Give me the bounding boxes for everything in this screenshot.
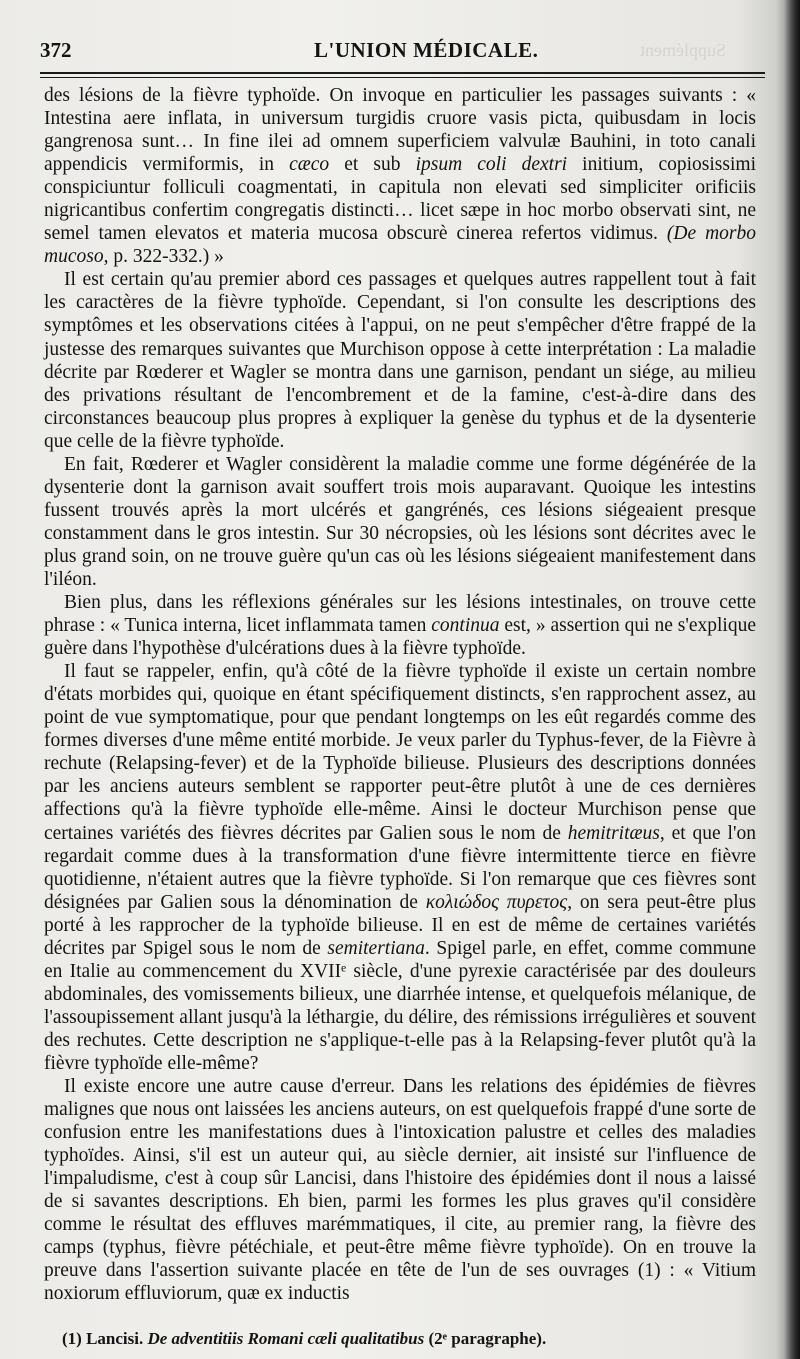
text-segment: est, » assertion qui ne s'explique guère dans l'hypothèse d'ulcérations dues à la fièvre typhoïde. bbox=[44, 615, 756, 660]
footnote-title: De adventitiis Romani cæli qualitatibus bbox=[147, 1329, 425, 1348]
paragraph bbox=[44, 660, 756, 1075]
italic-segment: (De morbo mucoso bbox=[44, 223, 756, 268]
italic-segment: κολιώδος πυρετος bbox=[425, 891, 568, 913]
italic-segment: continua bbox=[431, 615, 500, 637]
paragraph bbox=[44, 84, 756, 268]
paragraph bbox=[44, 1075, 756, 1305]
body-text bbox=[44, 84, 756, 1305]
page-header bbox=[40, 34, 765, 68]
text-segment: Bien plus, dans les réflexions générales sur les lésions intestinales, on trouve cette phrase : « Tunica interna, licet inflammata tamen bbox=[44, 592, 756, 637]
running-title: L'UNION MÉDICALE. bbox=[314, 38, 539, 62]
footnote-mark: (1) bbox=[62, 1329, 82, 1348]
text-segment: Il existe encore une autre cause d'erreur. Dans les relations des épidémies de fièvres malignes que nous ont laissées les anciens auteurs, on est quelquefois frappé d'une sorte de confusion entre les manifestations dues à l'intoxication palustre et celles des maladies typhoïdes. Ainsi, s'il est un auteur qui, au siècle dernier, ait insisté sur l'influence de l'impaludisme, c'est à coup sûr Lancisi, dans l'histoire des épidémies dont il nous a laissé de si savantes descriptions. Eh bien, parmi les formes les plus graves qu'il considère comme le résultat des effluves marémmatiques, il cite, au premier rang, la fièvre des camps (typhus, fièvre pétéchiale, et peut-être même fièvre typhoïde). On en trouve la preuve dans l'assertion suivante placée en tête de l'un de ses ouvrages (1) : « Vitium noxiorum effluviorum, quæ ex inductis bbox=[44, 1076, 756, 1305]
footnote bbox=[62, 1328, 752, 1350]
text-segment: initium, copiosissimi conspiciuntur folliculi coagmentati, in capitula non elevati sed simpliciter orificiis nigricantibus confertim congregatis distincti… licet sæpe in hoc morbo observati sint, ne semel tamen elevatos et materia mucosa obscurè cinerea refertos vidimus. bbox=[44, 154, 756, 245]
italic-segment: hemitritæus bbox=[567, 822, 660, 844]
header-rule-thick bbox=[40, 72, 765, 74]
text-segment: des lésions de la fièvre typhoïde. On invoque en particulier les passages suivants : « Intestina aere inflata, in universum turgidis cruore vasis picta, quibusdam in locis gangrenosa sunt… In fine ilei ad omnem superficiem valvulæ Bauhini, in toto canali appendicis vermiformis, in bbox=[44, 85, 756, 176]
footnote-suffix: (2ᵉ paragraphe). bbox=[428, 1329, 547, 1348]
paragraph bbox=[44, 453, 756, 591]
text-segment: . Spigel parle, en effet, comme commune en Italie au commencement du XVIIᵉ siècle, d'une pyrexie caractérisée par des douleurs abdominales, des vomissements bilieux, une diarrhée intense, et quelquefois mélanique, de l'assoupissement allant jusqu'à la léthargie, du délire, des rémissions irrégulières et souvent des rechutes. Cette description ne s'applique-t-elle pas à la Relapsing-fever plutôt qu'à la fièvre typhoïde elle-même? bbox=[44, 937, 756, 1074]
page-gutter-shadow bbox=[784, 0, 800, 1359]
text-segment: Il faut se rappeler, enfin, qu'à côté de la fièvre typhoïde il existe un certain nombre d'états morbides qui, quoique en étant spécifiquement distincts, s'en rapprochent assez, au point de vue symptomatique, pour que pendant longtemps on les eût regardés comme des formes diverses d'une même entité morbide. Je veux parler du Typhus-fever, de la Fièvre à rechute (Relapsing-fever) et de la Typhoïde bilieuse. Plusieurs des descriptions données par les anciens auteurs semblent se rapporter peut-être plutôt à une de ces dernières affections qu'à la fièvre typhoïde elle-même. Ainsi le docteur Murchison pense que certaines variétés des fièvres décrites par Galien sous le nom de bbox=[44, 661, 756, 844]
paragraph bbox=[44, 591, 756, 660]
header-rule-thin bbox=[40, 77, 765, 78]
italic-segment: ipsum coli dextri bbox=[415, 154, 568, 176]
paragraph bbox=[44, 268, 756, 452]
text-segment: , p. 322-332.) » bbox=[103, 246, 224, 268]
page-number: 372 bbox=[40, 38, 72, 62]
footnote-author: Lancisi. bbox=[86, 1329, 144, 1348]
text-segment: Il est certain qu'au premier abord ces passages et quelques autres rappellent tout à fait les caractères de la fièvre typhoïde. Cependant, si l'on consulte les descriptions des symptômes et les observations citées à l'appui, on ne peut s'empêcher d'être frappé de la justesse des remarques suivantes que Murchison oppose à cette interprétation : La maladie décrite par Rœderer et Wagler se montra dans une garnison, pendant un siége, au milieu des privations résultant de l'encombrement et de la famine, c'est-à-dire dans des circonstances beaucoup plus propres à expliquer la genèse du typhus et de la dysenterie que celle de la fièvre typhoïde. bbox=[44, 269, 756, 452]
text-segment: et sub bbox=[329, 154, 416, 176]
text-segment: , on sera peut-être plus porté à les rapprocher de la typhoïde bilieuse. Il en est de même de certaines variétés décrites par Spigel sous le nom de bbox=[44, 891, 756, 959]
italic-segment: semitertiana bbox=[327, 937, 425, 959]
italic-segment: cæco bbox=[289, 154, 330, 176]
bleed-through-text: Supplément bbox=[640, 40, 726, 60]
text-segment: En fait, Rœderer et Wagler considèrent la maladie comme une forme dégénérée de la dysenterie dont la garnison avait souffert trois mois auparavant. Quoique les intestins fussent trouvés après la mort ulcérés et gangrénés, ces lésions siégeaient presque constamment dans le gros intestin. Sur 30 nécropsies, où les lésions sont décrites avec le plus grand soin, on ne trouve guère qu'un cas où les lésions siégeaient manifestement dans l'iléon. bbox=[44, 453, 756, 590]
text-segment: , et que l'on regardait comme dues à la transformation d'une fièvre intermittente tierce en fièvre quotidienne, n'étaient autres que la fièvre typhoïde. Si l'on remarque que ces fièvres sont désignées par Galien sous la dénomination de bbox=[44, 822, 756, 913]
